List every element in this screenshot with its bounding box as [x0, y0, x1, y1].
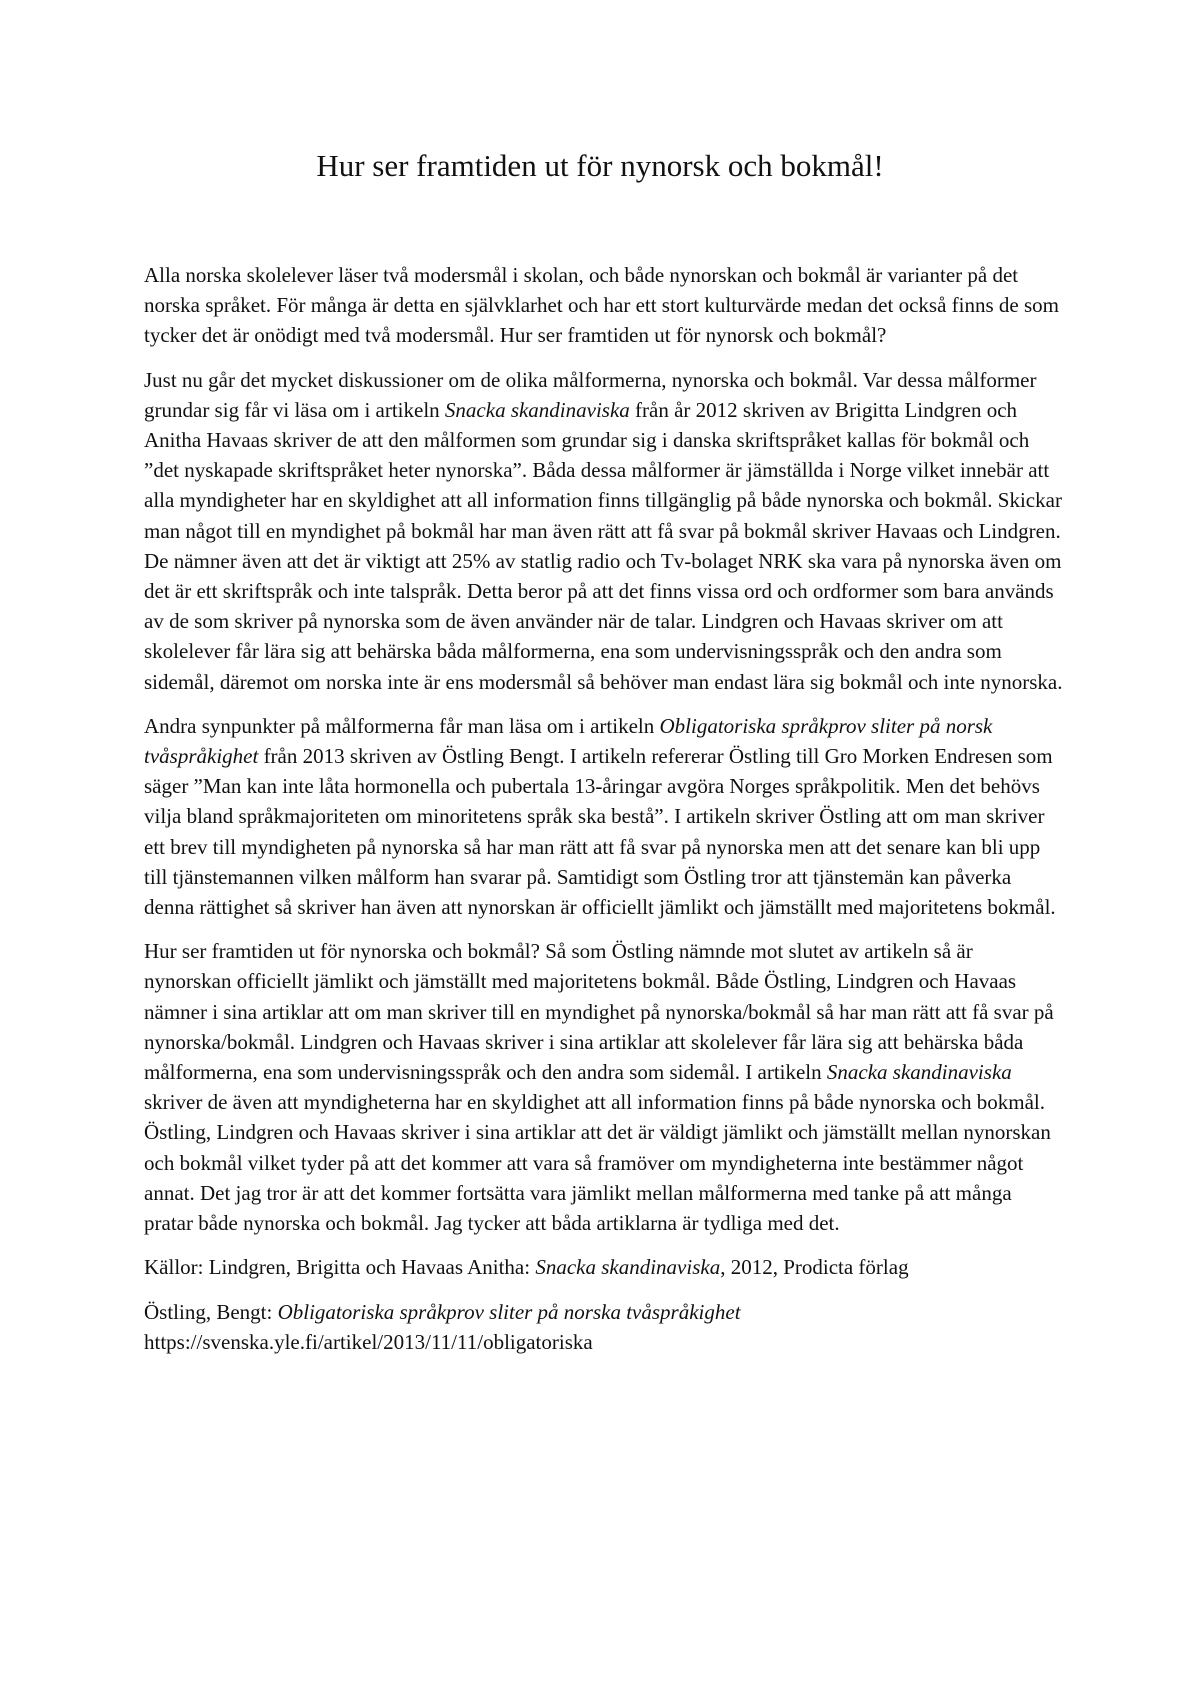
- source-title: Snacka skandinaviska: [535, 1255, 721, 1280]
- paragraph-text: Andra synpunkter på målformerna får man läsa om i artikeln: [144, 713, 660, 738]
- article-title: Snacka skandinaviska: [826, 1060, 1012, 1085]
- paragraph-text: från 2013 skriven av Östling Bengt. I artikeln refererar Östling till Gro Morken Endresen som säger ”Man kan inte låta hormonella och pubertala 13-åringar avgöra Norges språkpolitik. Men det behövs vilja bland språkmajoriteten om minoritetens språk ska bestå”. I artikeln skriver Östling att om man skriver ett brev till myndigheten på nynorska så har man rätt att få svar på nynorska men att det senare kan bli upp till tjänstemannen vilken målform han svarar på. Samtidigt som Östling tror att tjänstemän kan påverka denna rättighet så skriver han även att nynorskan är officiellt jämlikt och jämställt med majoritetens bokmål.: [144, 744, 1056, 920]
- paragraph-obligatoriska-sprakprov: [144, 711, 1064, 922]
- source-title: Obligatoriska språkprov sliter på norska tvåspråkighet: [277, 1299, 741, 1324]
- paragraph-text: Just nu går det mycket diskussioner om de olika målformerna, nynorska och bokmål. Var dessa målformer grundar sig får vi läsa om i artikeln: [144, 367, 1037, 422]
- document-body: [144, 260, 1064, 1371]
- page-title: Hur ser framtiden ut för nynorsk och bokmål!: [316, 148, 884, 183]
- article-title: Snacka skandinaviska: [444, 397, 630, 422]
- source-prefix: Källor: Lindgren, Brigitta och Havaas Anitha:: [144, 1255, 536, 1280]
- source-suffix: , 2012, Prodicta förlag: [720, 1255, 909, 1280]
- conclusion-paragraph: [144, 936, 1064, 1238]
- intro-paragraph: Alla norska skolelever läser två modersmål i skolan, och både nynorskan och bokmål är varianter på det norska språket. För många är detta en självklarhet och har ett stort kulturvärde medan det också finns de som tycker det är onödigt med två modersmål. Hur ser framtiden ut för nynorsk och bokmål?: [144, 263, 1059, 348]
- paragraph-text: från år 2012 skriven av Brigitta Lindgren och Anitha Havaas skriver de att den målformen som grundar sig i danska skriftspråket kallas för bokmål och ”det nyskapade skriftspråket heter nynorska”. Båda dessa målformer är jämställda i Norge vilket innebär att alla myndigheter har en skyldighet att all information finns tillgänglig på både nynorska och bokmål. Skickar man något till en myndighet på bokmål har man även rätt att få svar på bokmål skriver Havaas och Lindgren. De nämner även att det är viktigt att 25% av statlig radio och Tv-bolaget NRK ska vara på nynorska även om det är ett skriftspråk och inte talspråk. Detta beror på att det finns vissa ord och ordformer som bara används av de som skriver på nynorska som de även använder när de talar. Lindgren och Havaas skriver om att skolelever får lära sig att behärska båda målformerna, ena som undervisningsspråk och den andra som sidemål, däremot om norska inte är ens modersmål så behöver man endast lära sig bokmål och inte nynorska.: [144, 397, 1063, 694]
- paragraph-snacka-skandinaviska: [144, 365, 1064, 697]
- paragraph-text: skriver de även att myndigheterna har en skyldighet att all information finns på både nynorska och bokmål. Östling, Lindgren och Havaas skriver i sina artiklar att det är väldigt jämlikt och jämställt mellan nynorskan och bokmål vilket tyder på att det kommer att vara så framöver om myndigheterna inte bestämmer något annat. Det jag tror är att det kommer fortsätta vara jämlikt mellan målformerna med tanke på att många pratar både nynorska och bokmål. Jag tycker att båda artiklarna är tydliga med det.: [144, 1090, 1051, 1236]
- article-title: Obligatoriska språkprov sliter på norsk tvåspråkighet: [144, 713, 993, 769]
- source-entry-1: [144, 1252, 1064, 1282]
- source-line: [144, 1297, 1064, 1327]
- source-prefix: Östling, Bengt:: [144, 1299, 278, 1324]
- source-url: https://svenska.yle.fi/artikel/2013/11/11/obligatoriska: [144, 1329, 593, 1354]
- source-entry-2: [144, 1297, 1064, 1357]
- paragraph-text: Hur ser framtiden ut för nynorska och bokmål? Så som Östling nämnde mot slutet av artikeln så är nynorskan officiellt jämlikt och jämställt med majoritetens bokmål. Både Östling, Lindgren och Havaas nämner i sina artiklar att om man skriver till en myndighet på nynorska/bokmål så har man rätt att få svar på nynorska/bokmål. Lindgren och Havaas skriver i sina artiklar att skolelever får lära sig att behärska båda målformerna, ena som undervisningsspråk och den andra som sidemål. I artikeln: [144, 939, 1054, 1085]
